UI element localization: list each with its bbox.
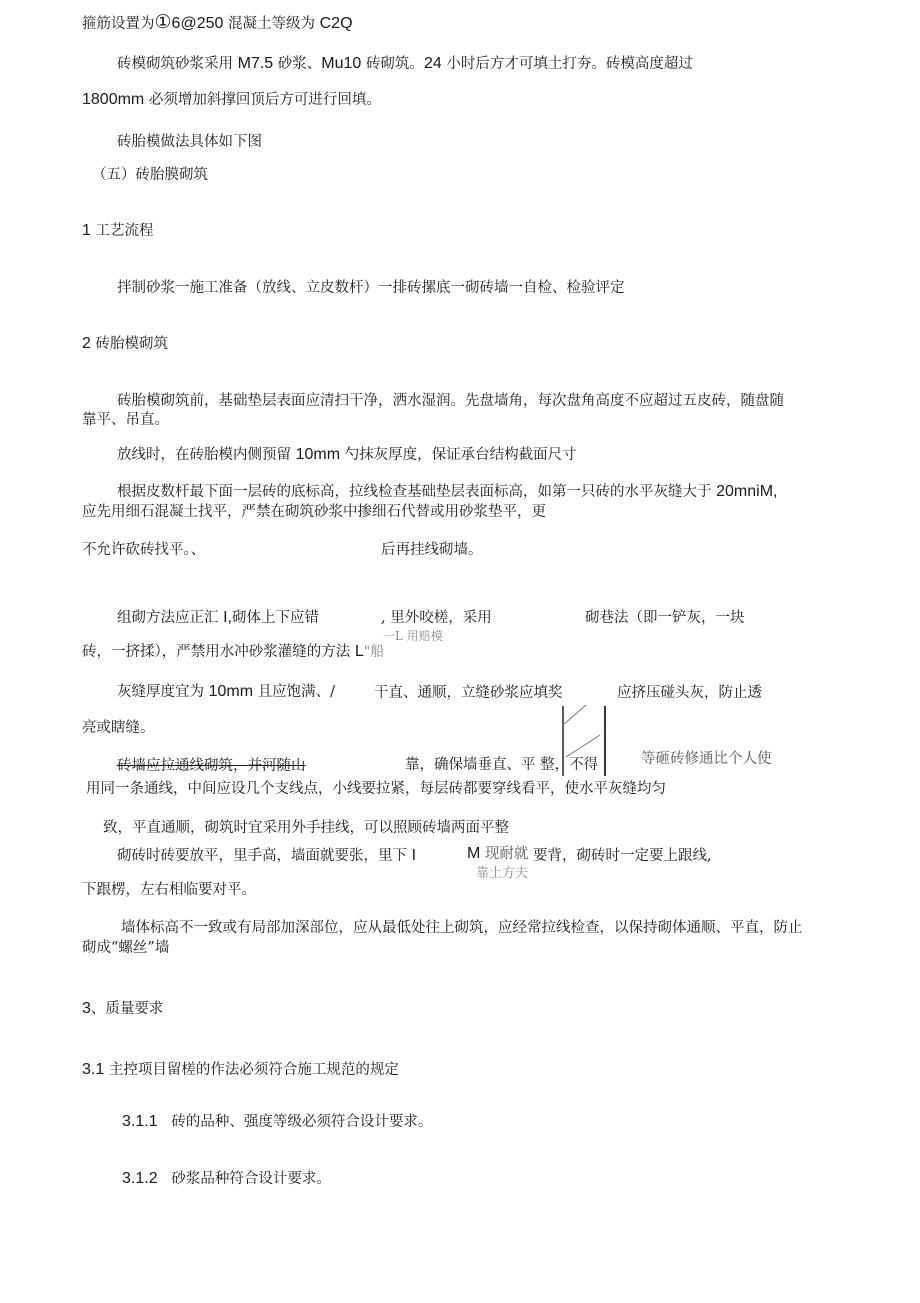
text: 砂浆、: [273, 56, 322, 72]
paragraph-figure-note: 砖胎模做法具体如下图: [117, 134, 262, 150]
text: 10mm: [208, 683, 254, 700]
text: 砖砌筑。: [361, 56, 424, 72]
text: 3: [82, 1000, 91, 1017]
paragraph-no-chopping: 不允许砍砖找平。、: [82, 542, 206, 558]
text: 砂浆品种符合设计要求。: [157, 1171, 331, 1187]
text: 24: [423, 55, 442, 72]
text: 6@250: [171, 15, 224, 32]
paragraph-elevation-diff: 墙体标高不一致或有局部加深部位，应从最低处往上砌筑，应经常拉线检查，以保持砌体通顺、平直，防止: [121, 920, 803, 936]
text: 砖模砌筑砂浆采用: [117, 56, 238, 72]
paragraph-bond-end: 砌巷法（即一铲灰，一块: [585, 610, 745, 626]
heading-3-1: [82, 1060, 399, 1080]
section-heading-5: （五）砖胎膜砌筑: [92, 167, 208, 183]
paragraph-bright-joint: 亮或瞎缝。: [82, 720, 155, 736]
text: 混凝土等级为: [223, 16, 320, 32]
paragraph-no-water: [82, 642, 384, 662]
text: 10mm: [295, 446, 341, 463]
paragraph-height: [82, 90, 381, 110]
paragraph-elevation-cont: 应先用细石混凝土找平，严禁在砌筑砂浆中掺细石代替或用砂浆垫平，更: [82, 504, 546, 520]
text: M7.5: [237, 55, 274, 72]
text: 砌体上下应错: [232, 610, 319, 626]
text: 小时后方才可填土打夯。砖模高度超过: [441, 56, 693, 72]
text: "船: [363, 644, 385, 660]
paragraph-stirrup: [82, 12, 353, 34]
text: C2Q: [319, 15, 353, 32]
text: 现耐就: [480, 846, 529, 862]
text: I,: [223, 609, 232, 626]
paragraph-string-line: [117, 756, 306, 776]
text: 放线时，在砖胎模内侧预留: [117, 447, 296, 463]
text: 根据皮数杆最下面一层砖的底标高，拉线检查基础垫层表面标高，如第一只砖的水平灰缝大于: [117, 484, 717, 500]
text: 砖的品种、强度等级必须符合设计要求。: [157, 1114, 433, 1130]
text: 工艺流程: [90, 223, 154, 239]
item-3-1-1: [122, 1112, 432, 1132]
paragraph-level: 致，平直通顺，砌筑时宜采用外手挂线，可以照顾砖墙两面平整: [103, 820, 509, 836]
text: 必须增加斜撑回顶后方可进行回填。: [144, 92, 381, 108]
paragraph-lay-flat-end: 要背，砌砖时一定要上跟线,: [533, 848, 712, 864]
sketch-line: [563, 705, 586, 725]
paragraph-layout: [117, 445, 577, 465]
paragraph-same-line: 用同一条通线，中间应设几个支线点，小线要拉紧，每层砖都要穿线看平，使水平灰缝均匀: [86, 781, 666, 797]
text: 组砌方法应正汇: [117, 610, 224, 626]
paragraph-bond: [117, 608, 319, 628]
heading-masonry: [82, 334, 168, 354]
paragraph-before-masonry-cont: 靠平、吊直。: [82, 412, 169, 428]
heading-quality: [82, 999, 163, 1019]
paragraph-before-masonry: 砖胎模砌筑前，基础垫层表面应清扫干净，洒水湿润。先盘墙角，每次盘角高度不应超过五皮砖，随盘随: [117, 393, 784, 409]
paragraph-lay-flat-mid: [467, 844, 528, 864]
text: 3.1.1: [122, 1113, 158, 1130]
text: M: [467, 845, 481, 862]
paragraph-then-string: 后再挂线砌墙。: [381, 542, 483, 558]
paragraph-mortar: [117, 54, 693, 74]
paragraph-string-line-end: 等砸砖修通比个人使: [641, 751, 772, 767]
text: 3.1.2: [122, 1170, 158, 1187]
text: 20mniM,: [716, 483, 778, 500]
figure-label-soil: 靠土方夫: [476, 866, 529, 881]
text: 3.1: [82, 1061, 105, 1078]
item-3-1-2: [122, 1169, 331, 1189]
text: 砖，一挤揉），严禁用水冲砂浆灌缝的方法: [82, 644, 355, 660]
text: ①: [154, 11, 172, 33]
text: 灰缝厚度宜为: [117, 684, 209, 700]
text: 1: [82, 222, 91, 239]
text: Mu10: [321, 55, 362, 72]
text: I: [411, 847, 417, 864]
text: 且应饱满、/: [253, 684, 336, 700]
paragraph-joint-mid: 干直、通顺，立缝砂浆应填奖: [374, 685, 563, 701]
paragraph-joint-end: 应挤压碰头灰，防止透: [617, 685, 762, 701]
paragraph-lay-flat: [117, 846, 416, 866]
text: 、质量要求: [90, 1001, 164, 1017]
text: 砌砖时砖要放平，里手高，墙面就要张，里下: [117, 848, 412, 864]
text: 1800mm: [82, 91, 145, 108]
paragraph-process: 拌制砂浆一施工准备（放线、立皮数杆）一排砖摞底一砌砖墙一自检、检验评定: [117, 280, 625, 296]
paragraph-bond-mid: , 里外咬槎，采用: [381, 610, 492, 626]
text: 2: [82, 335, 91, 352]
sketch-line: [566, 735, 600, 757]
paragraph-elevation: [117, 482, 777, 502]
text: 勺抹灰厚度，保证承台结构截面尺寸: [340, 447, 577, 463]
paragraph-joint: [117, 682, 335, 702]
paragraph-elevation-diff-cont: 砌成“螺丝”墙: [82, 940, 170, 956]
text: 砖胎模砌筑: [90, 336, 169, 352]
text: 砖墙应拉通线砌筑，并河随山: [117, 758, 306, 774]
heading-process: [82, 221, 154, 241]
text: 箍筋设置为: [82, 16, 155, 32]
paragraph-corners: 下跟楞，左右相临要对平。: [82, 882, 256, 898]
figure-label-brick-mold: 一L 用赔模: [383, 629, 443, 643]
text: 主控项目留槎的作法必须符合施工规范的规定: [104, 1062, 399, 1078]
paragraph-string-line-mid: 靠，确保墙垂直、平 整，不得: [405, 757, 599, 773]
text: L: [354, 643, 364, 660]
